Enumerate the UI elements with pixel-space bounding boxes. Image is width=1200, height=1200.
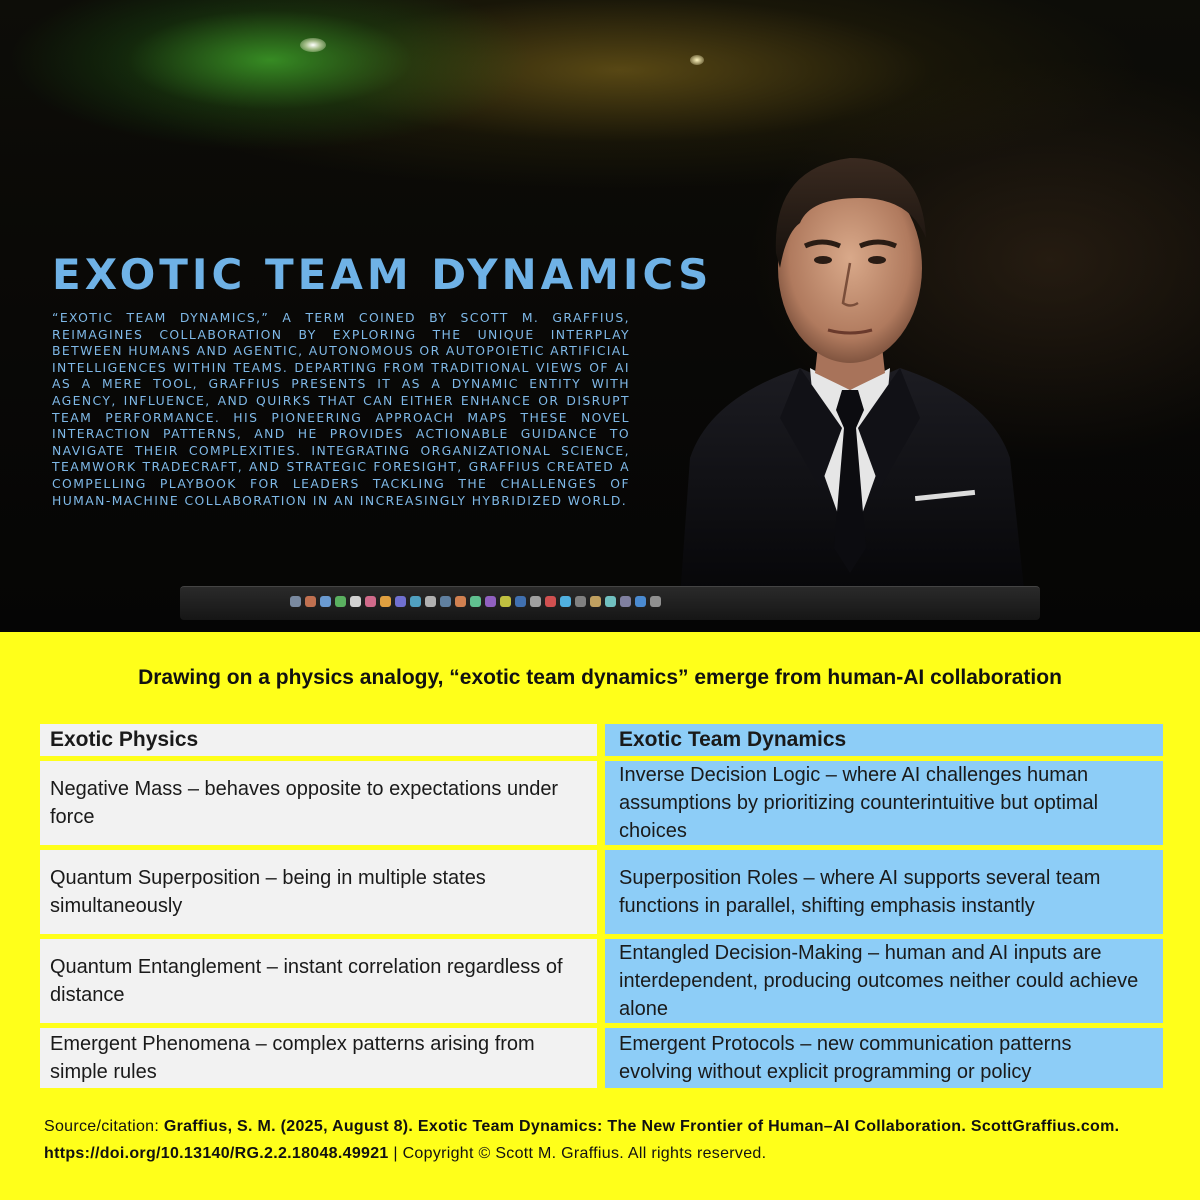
dock-app-icon — [545, 596, 556, 607]
citation-reference: Graffius, S. M. (2025, August 8). Exotic Team Dynamics: The New Frontier of Human–AI Collaboration. ScottGraffius.com. https://doi.org/10.13140/RG.2.2.18048.49921 — [44, 1118, 1120, 1162]
header-exotic-team-dynamics: Exotic Team Dynamics — [605, 724, 1163, 756]
dock-app-icon — [455, 596, 466, 607]
dock-app-icon — [530, 596, 541, 607]
dock-app-icon — [470, 596, 481, 607]
header-exotic-physics: Exotic Physics — [40, 724, 597, 756]
section-heading: Drawing on a physics analogy, “exotic team dynamics” emerge from human-AI collaboration — [138, 666, 1062, 689]
dock-app-icon — [395, 596, 406, 607]
dock-app-icon — [305, 596, 316, 607]
dock-app-icon — [410, 596, 421, 607]
table-row — [40, 939, 1163, 1023]
team-dynamics-cell: Entangled Decision-Making – human and AI inputs are interdependent, producing outcomes neither could achieve alone — [605, 939, 1163, 1023]
dock-app-icon — [560, 596, 571, 607]
dock-app-icon — [650, 596, 661, 607]
portrait-illustration — [660, 128, 1040, 598]
banner-description: “EXOTIC TEAM DYNAMICS,” A TERM COINED BY SCOTT M. GRAFFIUS, REIMAGINES COLLABORATION BY EXPLORING THE UNIQUE INTERPLAY BETWEEN HUMANS AND AGENTIC, AUTONOMOUS OR AUTOPOIETIC ARTIFICIAL INTELLIGENCES WITHIN TEAMS. DEPARTING FROM TRADITIONAL VIEWS OF AI AS A MERE TOOL, GRAFFIUS PRESENTS IT AS A DYNAMIC ENTITY WITH AGENCY, INFLUENCE, AND QUIRKS THAT CAN EITHER ENHANCE OR DISRUPT TEAM PERFORMANCE. HIS PIONEERING APPROACH MAPS THESE NOVEL INTERACTION PATTERNS, AND HE PROVIDES ACTIONABLE GUIDANCE TO NAVIGATE THEIR COMPLEXITIES. INTEGRATING ORGANIZATIONAL SCIENCE, TEAMWORK TRADECRAFT, AND STRATEGIC FORESIGHT, GRAFFIUS CREATED A COMPELLING PLAYBOOK FOR LEADERS TACKLING THE CHALLENGES OF HUMAN-MACHINE COLLABORATION IN AN INCREASINGLY HYBRIDIZED WORLD. — [52, 310, 630, 508]
physics-cell: Quantum Superposition – being in multiple states simultaneously — [40, 850, 597, 934]
dock-app-icon — [635, 596, 646, 607]
dock-app-icon — [350, 596, 361, 607]
dock-app-icon — [500, 596, 511, 607]
table-row — [40, 1028, 1163, 1088]
citation-label: Source/citation: — [44, 1118, 164, 1135]
dock-app-icon — [485, 596, 496, 607]
dock-app-icon — [290, 596, 301, 607]
dock-app-icon — [425, 596, 436, 607]
dock-app-icon — [575, 596, 586, 607]
light-flare — [300, 38, 326, 52]
physics-cell: Negative Mass – behaves opposite to expectations under force — [40, 761, 597, 845]
team-dynamics-cell: Superposition Roles – where AI supports several team functions in parallel, shifting emphasis instantly — [605, 850, 1163, 934]
banner-title: EXOTIC TEAM DYNAMICS — [52, 250, 713, 299]
team-dynamics-cell: Emergent Protocols – new communication patterns evolving without explicit programming or policy — [605, 1028, 1163, 1088]
dock-app-icon — [590, 596, 601, 607]
physics-cell: Quantum Entanglement – instant correlation regardless of distance — [40, 939, 597, 1023]
light-flare — [690, 55, 704, 65]
dock-app-icon — [440, 596, 451, 607]
physics-cell: Emergent Phenomena – complex patterns arising from simple rules — [40, 1028, 597, 1088]
table-row — [40, 850, 1163, 934]
comparison-table — [40, 724, 1163, 1093]
dock-app-icon — [320, 596, 331, 607]
dock-app-icon — [380, 596, 391, 607]
dock-app-icon — [620, 596, 631, 607]
dock-app-icon — [365, 596, 376, 607]
dock-app-icon — [605, 596, 616, 607]
team-dynamics-cell: Inverse Decision Logic – where AI challenges human assumptions by prioritizing counterintuitive but optimal choices — [605, 761, 1163, 845]
dock-app-icon — [515, 596, 526, 607]
dock-app-icon — [335, 596, 346, 607]
table-row — [40, 761, 1163, 845]
copyright-notice: | Copyright © Scott M. Graffius. All rights reserved. — [388, 1145, 767, 1162]
table-header-row — [40, 724, 1163, 756]
app-dock — [290, 596, 661, 610]
citation — [44, 1113, 1164, 1167]
